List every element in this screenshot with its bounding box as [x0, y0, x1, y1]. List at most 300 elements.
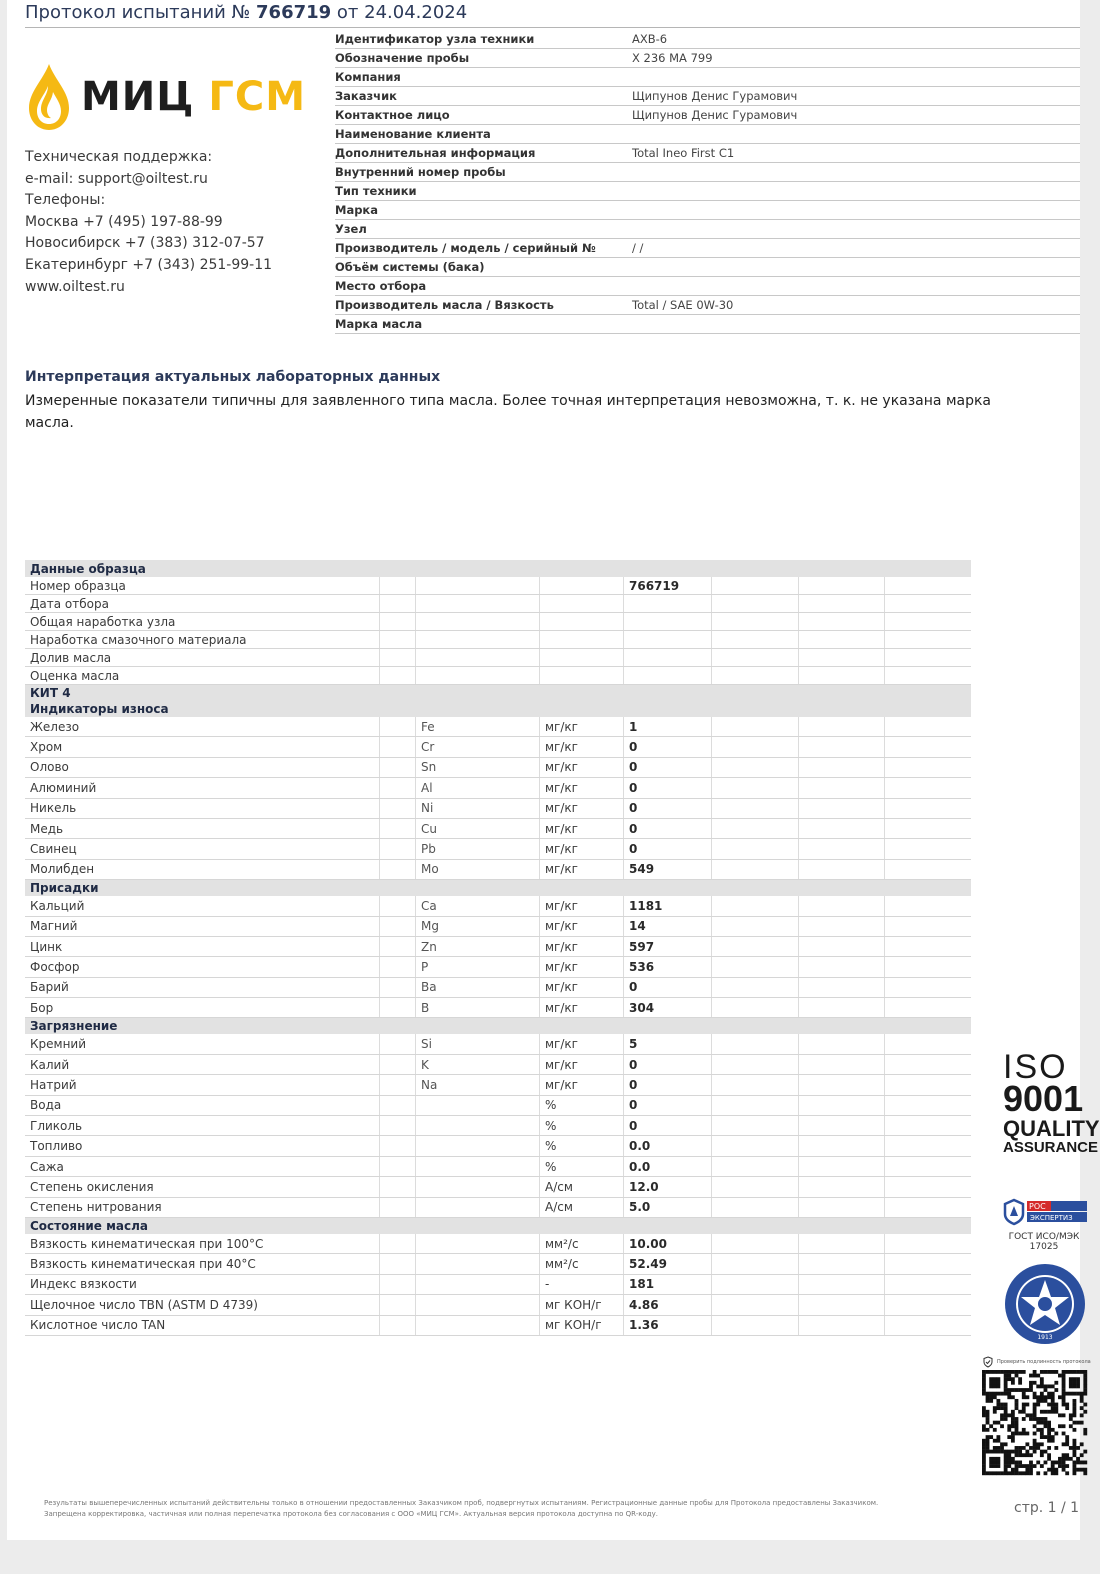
- empty-cell: [415, 880, 539, 896]
- table-row: [25, 717, 971, 737]
- lab-results-table: [25, 560, 971, 1336]
- parameter-name: Оценка масла: [30, 668, 120, 683]
- element-symbol: [415, 1116, 539, 1135]
- page-number: стр. 1 / 1: [1014, 1500, 1080, 1516]
- qr-module: [1007, 1450, 1011, 1454]
- empty-cell: [379, 998, 415, 1017]
- table-row: [25, 1198, 971, 1218]
- table-row: [25, 1034, 971, 1054]
- qr-module: [1065, 1464, 1069, 1468]
- empty-cell: [798, 685, 884, 701]
- parameter-name: Свинец: [30, 842, 77, 857]
- qr-module: [993, 1410, 997, 1414]
- element-symbol: Fe: [415, 717, 539, 736]
- result-value: 0: [623, 839, 711, 858]
- result-value: 10.00: [623, 1234, 711, 1253]
- qr-module: [982, 1471, 986, 1475]
- qr-module: [982, 1370, 986, 1374]
- empty-cell: [798, 1157, 884, 1176]
- empty-cell: [379, 1218, 415, 1234]
- parameter-name: Бор: [30, 1000, 54, 1015]
- unit-cell: мг/кг: [539, 978, 623, 997]
- qr-module: [1033, 1395, 1037, 1399]
- qr-module: [1040, 1392, 1044, 1396]
- empty-cell: [379, 649, 415, 666]
- result-value: 0: [623, 737, 711, 756]
- unit-cell: [539, 595, 623, 612]
- qr-module: [986, 1392, 990, 1396]
- qr-module: [1011, 1424, 1015, 1428]
- qr-module: [1040, 1395, 1044, 1399]
- qr-module: [1004, 1453, 1008, 1457]
- parameter-name: Топливо: [30, 1139, 83, 1154]
- title-divider: [25, 27, 1080, 28]
- result-value: [623, 649, 711, 666]
- unit-cell: мг/кг: [539, 737, 623, 756]
- qr-module: [996, 1370, 1000, 1374]
- support-heading: Техническая поддержка:: [25, 149, 213, 165]
- result-value: 536: [623, 957, 711, 976]
- qr-module: [986, 1450, 990, 1454]
- table-row: [25, 1254, 971, 1274]
- qr-module: [1011, 1388, 1015, 1392]
- qr-module: [1018, 1464, 1022, 1468]
- empty-cell: [798, 1177, 884, 1196]
- qr-module: [1040, 1417, 1044, 1421]
- info-label: Тип техники: [335, 184, 417, 198]
- parameter-name: Кремний: [30, 1037, 87, 1052]
- qr-module: [1065, 1406, 1069, 1410]
- empty-cell: [884, 1254, 971, 1273]
- empty-cell: [798, 1254, 884, 1273]
- qr-module: [1047, 1424, 1051, 1428]
- qr-module: [1029, 1446, 1033, 1450]
- qr-module: [989, 1377, 993, 1381]
- qr-module: [986, 1413, 990, 1417]
- result-value: 181: [623, 1275, 711, 1294]
- qr-module: [1022, 1428, 1026, 1432]
- empty-cell: [884, 758, 971, 777]
- qr-module: [1080, 1406, 1084, 1410]
- qr-module: [1004, 1406, 1008, 1410]
- parameter-name: Дата отбора: [30, 596, 109, 611]
- qr-module: [1015, 1464, 1019, 1468]
- qr-module: [1083, 1461, 1087, 1465]
- qr-module: [1029, 1417, 1033, 1421]
- qr-module: [1062, 1392, 1066, 1396]
- phone-novosibirsk[interactable]: Новосибирск +7 (383) 312-07-57: [25, 235, 265, 252]
- element-symbol: [415, 613, 539, 630]
- empty-cell: [379, 1316, 415, 1335]
- parameter-name: Кислотное число TAN: [30, 1318, 166, 1333]
- qr-module: [989, 1384, 993, 1388]
- empty-cell: [798, 978, 884, 997]
- qr-module: [1073, 1428, 1077, 1432]
- qr-module: [1069, 1392, 1073, 1396]
- empty-cell: [884, 896, 971, 915]
- element-symbol: P: [415, 957, 539, 976]
- empty-cell: [711, 577, 798, 594]
- qr-module: [996, 1450, 1000, 1454]
- qr-module: [1044, 1450, 1048, 1454]
- qr-module: [1040, 1432, 1044, 1436]
- qr-module: [1073, 1381, 1077, 1385]
- empty-cell: [884, 717, 971, 736]
- qr-module: [1069, 1424, 1073, 1428]
- unit-cell: мг/кг: [539, 957, 623, 976]
- qr-module: [1083, 1381, 1087, 1385]
- element-symbol: Pb: [415, 839, 539, 858]
- qr-module: [1029, 1468, 1033, 1472]
- result-value: 0.0: [623, 1136, 711, 1155]
- empty-cell: [379, 1075, 415, 1094]
- qr-module: [1044, 1424, 1048, 1428]
- qr-module: [1033, 1439, 1037, 1443]
- qr-module: [1007, 1392, 1011, 1396]
- qr-module: [1051, 1406, 1055, 1410]
- element-symbol: [415, 667, 539, 684]
- empty-cell: [379, 957, 415, 976]
- qr-module: [996, 1384, 1000, 1388]
- flame-drop-icon: [25, 62, 73, 132]
- qr-module: [1022, 1403, 1026, 1407]
- empty-cell: [379, 613, 415, 630]
- table-row: [25, 667, 971, 685]
- empty-cell: [798, 613, 884, 630]
- table-row: [25, 896, 971, 916]
- qr-module: [1011, 1435, 1015, 1439]
- qr-module: [1015, 1461, 1019, 1465]
- qr-module: [1015, 1453, 1019, 1457]
- parameter-name: Щелочное число TBN (ASTM D 4739): [30, 1297, 258, 1312]
- empty-cell: [884, 778, 971, 797]
- qr-module: [996, 1381, 1000, 1385]
- info-value: Щипунов Денис Гурамович: [632, 89, 798, 103]
- qr-module: [1015, 1403, 1019, 1407]
- element-symbol: [415, 577, 539, 594]
- qr-module: [1047, 1370, 1051, 1374]
- info-value: / /: [632, 241, 644, 255]
- parameter-name: Медь: [30, 821, 64, 836]
- empty-cell: [884, 937, 971, 956]
- element-symbol: Mo: [415, 860, 539, 879]
- qr-module: [1011, 1413, 1015, 1417]
- empty-cell: [798, 560, 884, 577]
- empty-cell: [884, 613, 971, 630]
- unit-cell: мг/кг: [539, 896, 623, 915]
- iso-line-2: 9001: [1003, 1078, 1084, 1119]
- qr-module: [1007, 1374, 1011, 1378]
- website-link[interactable]: www.oiltest.ru: [25, 278, 125, 295]
- qr-module: [1065, 1392, 1069, 1396]
- info-value: Total / SAE 0W-30: [632, 298, 734, 312]
- qr-module: [1054, 1410, 1058, 1414]
- qr-module: [1062, 1377, 1066, 1381]
- qr-module: [1018, 1410, 1022, 1414]
- empty-cell: [711, 860, 798, 879]
- qr-module: [986, 1471, 990, 1475]
- qr-module: [1029, 1388, 1033, 1392]
- result-value: 14: [623, 917, 711, 936]
- qr-module: [1054, 1446, 1058, 1450]
- qr-module: [1062, 1424, 1066, 1428]
- shield-check-icon: [982, 1356, 994, 1368]
- qr-module: [1004, 1388, 1008, 1392]
- empty-cell: [623, 701, 711, 717]
- element-symbol: K: [415, 1055, 539, 1074]
- qr-module: [1058, 1374, 1062, 1378]
- element-symbol: [415, 595, 539, 612]
- empty-cell: [379, 631, 415, 648]
- empty-cell: [711, 1055, 798, 1074]
- qr-module: [1051, 1464, 1055, 1468]
- qr-module: [1065, 1442, 1069, 1446]
- qr-module: [1040, 1370, 1044, 1374]
- result-value: 0: [623, 1096, 711, 1115]
- empty-cell: [798, 1295, 884, 1314]
- parameter-name: Гликоль: [30, 1118, 83, 1133]
- qr-module: [1040, 1399, 1044, 1403]
- empty-cell: [798, 667, 884, 684]
- unit-cell: мг/кг: [539, 998, 623, 1017]
- parameter-name: Наработка смазочного материала: [30, 632, 247, 647]
- phones-heading: Телефоны:: [25, 192, 106, 209]
- qr-module: [982, 1446, 986, 1450]
- qr-module: [1040, 1442, 1044, 1446]
- empty-cell: [711, 937, 798, 956]
- support-email[interactable]: e-mail: support@oiltest.ru: [25, 170, 208, 187]
- element-symbol: Cr: [415, 737, 539, 756]
- support-contacts: [25, 147, 272, 298]
- qr-module: [1004, 1370, 1008, 1374]
- empty-cell: [415, 701, 539, 717]
- qr-module: [1033, 1464, 1037, 1468]
- qr-module: [1007, 1428, 1011, 1432]
- info-row: [335, 296, 1080, 315]
- section-title: Данные образца: [30, 561, 146, 576]
- empty-cell: [379, 758, 415, 777]
- qr-module: [1033, 1446, 1037, 1450]
- qr-module: [1007, 1424, 1011, 1428]
- qr-module: [1069, 1384, 1073, 1388]
- empty-cell: [798, 998, 884, 1017]
- qr-module: [1022, 1453, 1026, 1457]
- qr-module: [1083, 1410, 1087, 1414]
- company-logo: [25, 62, 306, 132]
- empty-cell: [711, 998, 798, 1017]
- empty-cell: [711, 1295, 798, 1314]
- qr-module: [1029, 1384, 1033, 1388]
- unit-cell: мг/кг: [539, 917, 623, 936]
- qr-module: [1047, 1403, 1051, 1407]
- table-row: [25, 917, 971, 937]
- qr-module: [1004, 1392, 1008, 1396]
- info-value: Total Ineo First C1: [632, 146, 735, 160]
- empty-cell: [884, 1018, 971, 1034]
- empty-cell: [798, 1275, 884, 1294]
- qr-module: [1033, 1450, 1037, 1454]
- empty-cell: [379, 1136, 415, 1155]
- parameter-name: Долив масла: [30, 650, 112, 665]
- qr-module: [1062, 1453, 1066, 1457]
- empty-cell: [379, 1275, 415, 1294]
- empty-cell: [798, 1218, 884, 1234]
- qr-module: [993, 1457, 997, 1461]
- qr-module: [1029, 1461, 1033, 1465]
- section-title: Состояние масла: [30, 1218, 148, 1233]
- qr-module: [1076, 1381, 1080, 1385]
- empty-cell: [711, 758, 798, 777]
- qr-module: [982, 1374, 986, 1378]
- empty-cell: [884, 1177, 971, 1196]
- qr-module: [1080, 1421, 1084, 1425]
- unit-cell: мг/кг: [539, 799, 623, 818]
- empty-cell: [798, 758, 884, 777]
- qr-module: [1007, 1464, 1011, 1468]
- qr-module: [989, 1450, 993, 1454]
- qr-module: [1051, 1439, 1055, 1443]
- qr-module: [1073, 1370, 1077, 1374]
- table-row: [25, 1295, 971, 1315]
- qr-module: [1007, 1471, 1011, 1475]
- interpretation-heading: Интерпретация актуальных лабораторных данных: [25, 369, 441, 385]
- qr-module: [1004, 1377, 1008, 1381]
- empty-cell: [415, 1018, 539, 1034]
- qr-module: [1073, 1384, 1077, 1388]
- phone-moscow[interactable]: Москва +7 (495) 197-88-99: [25, 213, 223, 230]
- info-label: Производитель масла / Вязкость: [335, 298, 554, 312]
- qr-module: [1025, 1413, 1029, 1417]
- result-value: [623, 613, 711, 630]
- result-value: 0: [623, 1075, 711, 1094]
- qr-module: [1044, 1384, 1048, 1388]
- info-row: [335, 144, 1080, 163]
- qr-module: [1040, 1410, 1044, 1414]
- info-row: [335, 106, 1080, 125]
- empty-cell: [711, 896, 798, 915]
- qr-module: [1033, 1417, 1037, 1421]
- info-row: [335, 87, 1080, 106]
- qr-module: [1004, 1413, 1008, 1417]
- qr-module: [1004, 1417, 1008, 1421]
- qr-module: [986, 1446, 990, 1450]
- qr-module: [1022, 1395, 1026, 1399]
- qr-module: [1062, 1395, 1066, 1399]
- parameter-name: Хром: [30, 740, 63, 755]
- result-value: 0: [623, 1116, 711, 1135]
- empty-cell: [798, 1055, 884, 1074]
- qr-module: [982, 1457, 986, 1461]
- element-symbol: [415, 649, 539, 666]
- qr-module: [1054, 1432, 1058, 1436]
- logo-word-1: МИЦ: [81, 74, 195, 120]
- parameter-name: Сажа: [30, 1159, 64, 1174]
- empty-cell: [798, 1116, 884, 1135]
- qr-module: [1036, 1417, 1040, 1421]
- iso-line-3: QUALITY: [1003, 1116, 1100, 1141]
- info-label: Объём системы (бака): [335, 260, 485, 274]
- empty-cell: [884, 1136, 971, 1155]
- empty-cell: [884, 667, 971, 684]
- info-value: АХВ-6: [632, 32, 668, 46]
- phone-ekaterinburg[interactable]: Екатеринбург +7 (343) 251-99-11: [25, 256, 273, 273]
- qr-module: [1033, 1374, 1037, 1378]
- qr-module: [982, 1413, 986, 1417]
- empty-cell: [711, 1218, 798, 1234]
- unit-cell: А/см: [539, 1177, 623, 1196]
- qr-module: [993, 1381, 997, 1385]
- unit-cell: %: [539, 1096, 623, 1115]
- qr-module: [1062, 1461, 1066, 1465]
- unit-cell: мм²/с: [539, 1254, 623, 1273]
- qr-module: [1018, 1432, 1022, 1436]
- protocol-title: [25, 2, 467, 23]
- empty-cell: [711, 1234, 798, 1253]
- qr-module: [1080, 1468, 1084, 1472]
- qr-module: [1076, 1446, 1080, 1450]
- qr-module: [1051, 1370, 1055, 1374]
- qr-module: [993, 1464, 997, 1468]
- qr-module: [1073, 1453, 1077, 1457]
- element-symbol: [415, 1275, 539, 1294]
- qr-module: [1080, 1453, 1084, 1457]
- qr-module: [1033, 1381, 1037, 1385]
- empty-cell: [711, 613, 798, 630]
- empty-cell: [798, 631, 884, 648]
- qr-module: [986, 1399, 990, 1403]
- table-row: [25, 778, 971, 798]
- empty-cell: [711, 1075, 798, 1094]
- empty-cell: [884, 1096, 971, 1115]
- empty-cell: [711, 1034, 798, 1053]
- info-row: [335, 258, 1080, 277]
- qr-module: [1040, 1428, 1044, 1432]
- info-label: Узел: [335, 222, 367, 236]
- qr-module: [1044, 1461, 1048, 1465]
- qr-module: [1044, 1435, 1048, 1439]
- result-value: 766719: [623, 577, 711, 594]
- qr-module: [1069, 1417, 1073, 1421]
- element-symbol: [415, 1316, 539, 1335]
- qr-module: [996, 1406, 1000, 1410]
- qr-module: [1033, 1424, 1037, 1428]
- qr-module: [1073, 1377, 1077, 1381]
- qr-module: [1054, 1468, 1058, 1472]
- qr-module: [1007, 1395, 1011, 1399]
- qr-module: [996, 1403, 1000, 1407]
- table-row: [25, 978, 971, 998]
- qr-module: [1025, 1403, 1029, 1407]
- result-value: [623, 667, 711, 684]
- qr-module: [1007, 1435, 1011, 1439]
- empty-cell: [379, 799, 415, 818]
- verify-link[interactable]: [982, 1356, 1091, 1368]
- result-value: 1: [623, 717, 711, 736]
- qr-module: [1036, 1442, 1040, 1446]
- gost-number: 17025: [1029, 1242, 1059, 1252]
- qr-module: [1062, 1413, 1066, 1417]
- qr-module: [1065, 1435, 1069, 1439]
- verification-qr-code[interactable]: [982, 1370, 1087, 1475]
- empty-cell: [415, 560, 539, 577]
- element-symbol: Si: [415, 1034, 539, 1053]
- element-symbol: Ni: [415, 799, 539, 818]
- parameter-name: Номер образца: [30, 578, 126, 593]
- qr-module: [1007, 1461, 1011, 1465]
- protocol-label: Протокол испытаний №: [25, 2, 251, 23]
- unit-cell: -: [539, 1275, 623, 1294]
- element-symbol: [415, 1198, 539, 1217]
